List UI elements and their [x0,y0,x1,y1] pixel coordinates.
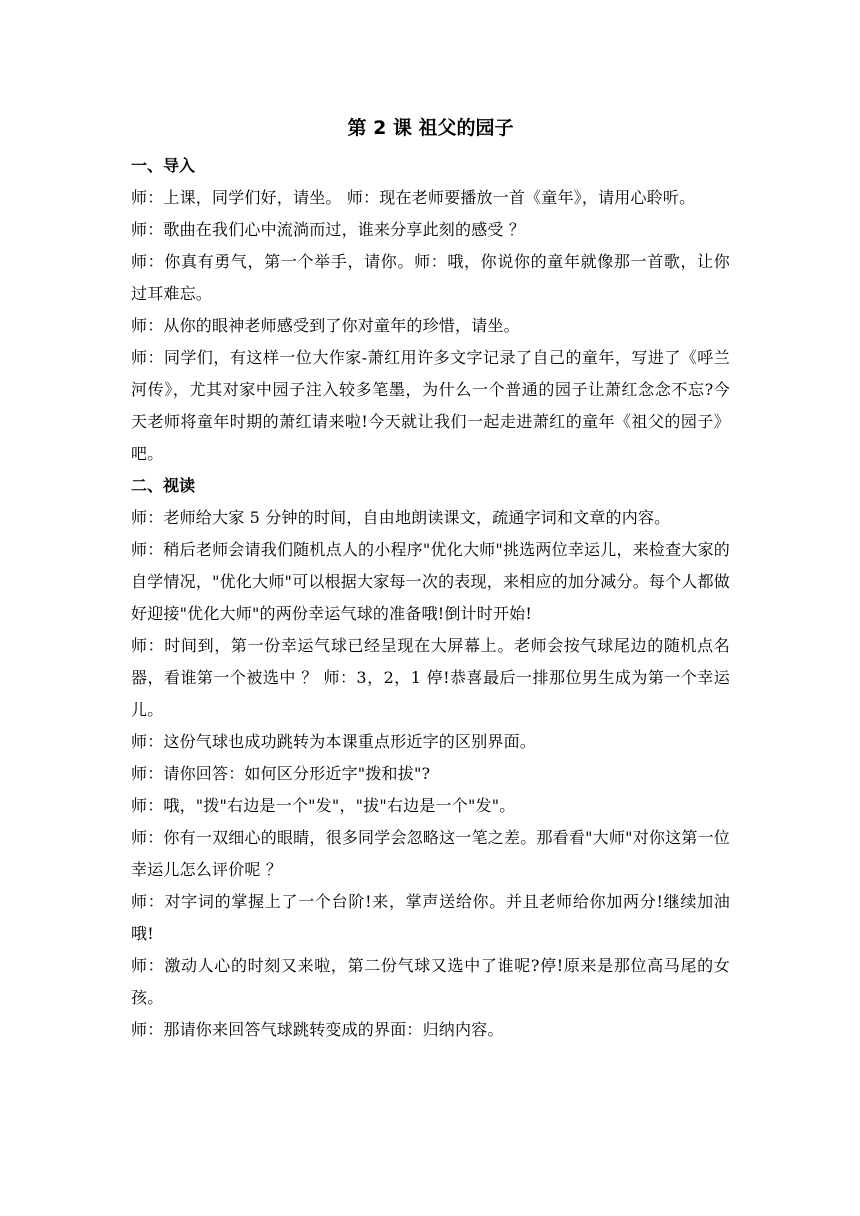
paragraph: 师：上课，同学们好，请坐。 师：现在老师要播放一首《童年》，请用心聆听。 [131,188,696,207]
paragraph: 师：这份气球也成功跳转为本课重点形近字的区别界面。 [131,732,537,751]
paragraph: 师：请你回答：如何区分形近字"拨和拔"? [131,764,431,783]
section-heading: 二、视读 [131,476,196,495]
document-body [131,112,730,1046]
paragraph: 师：同学们，有这样一位大作家-萧红用许多文字记录了自己的童年，写进了《呼兰河传》，尤其对家中园子注入较多笔墨，为什么一个普通的园子让萧红念念不忘?今天老师将童年时期的萧红请来啦!今天就让我们一起走进萧红的童年《祖父的园子》吧。 [131,348,730,463]
paragraph: 师：激动人心的时刻又来啦，第二份气球又选中了谁呢?停!原来是那位高马尾的女孩。 [131,956,730,1007]
paragraph: 师：那请你来回答气球跳转变成的界面：归纳内容。 [131,1020,504,1039]
paragraph: 师：你真有勇气，第一个举手，请你。师：哦，你说你的童年就像那一首歌，让你过耳难忘。 [131,252,730,303]
paragraph: 师：时间到，第一份幸运气球已经呈现在大屏幕上。老师会按气球尾边的随机点名器，看谁第一个被选中 ？ 师：3，2，1 停!恭喜最后一排那位男生成为第一个幸运儿。 [131,636,730,719]
paragraph: 师：稍后老师会请我们随机点人的小程序"优化大师"挑选两位幸运儿，来检查大家的自学情况，"优化大师"可以根据大家每一次的表现，来相应的加分减分。每个人都做好迎接"优化大师"的两份幸运气球的准备哦!倒计时开始! [131,540,730,623]
paragraph: 师：你有一双细心的眼睛，很多同学会忽略这一笔之差。那看看"大师"对你这第一位幸运儿怎么评价呢 ？ [131,828,730,879]
paragraph: 师：从你的眼神老师感受到了你对童年的珍惜，请坐。 [131,316,520,335]
paragraph: 师：对字词的掌握上了一个台阶!来，掌声送给你。并且老师给你加两分!继续加油哦! [131,892,730,943]
page-title: 第 2 课 祖父的园子 [347,117,514,139]
paragraph: 师：老师给大家 5 分钟的时间，自由地朗读课文，疏通字词和文章的内容。 [131,508,671,527]
paragraph: 师：歌曲在我们心中流淌而过，谁来分享此刻的感受 ？ [131,220,526,239]
paragraph: 师：哦，"拨"右边是一个"发"，"拔"右边是一个"发"。 [131,796,516,815]
section-heading: 一、导入 [131,156,196,175]
